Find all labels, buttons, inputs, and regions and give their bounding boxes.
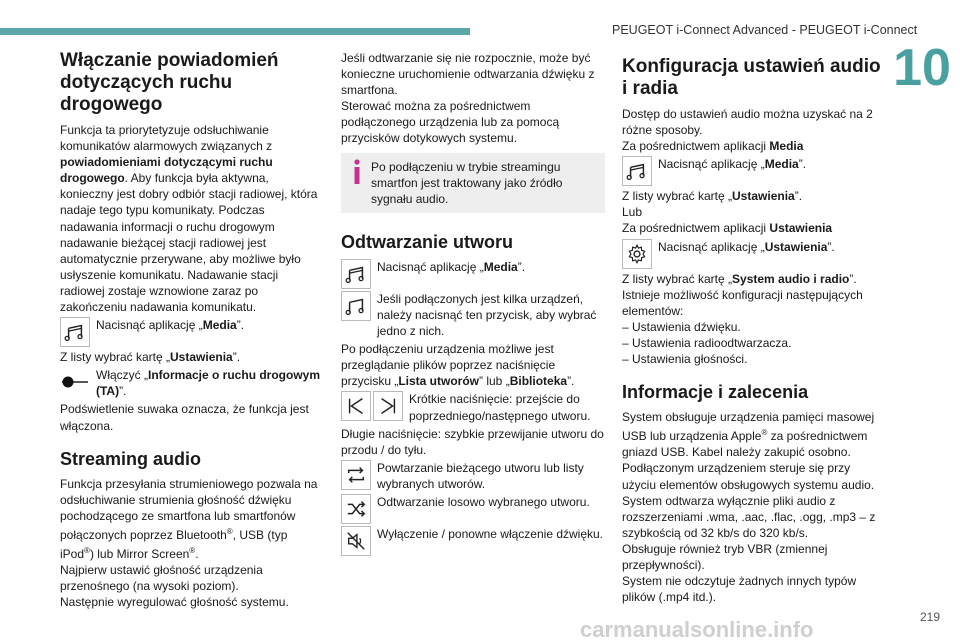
running-header: PEUGEOT i-Connect Advanced - PEUGEOT i-Connect xyxy=(612,23,918,37)
step-repeat: Powtarzanie bieżącego utworu lub listy wybranych utworów. xyxy=(341,460,605,492)
chapter-number: 10 xyxy=(893,39,951,97)
step-mute: Wyłączenie / ponowne włączenie dźwięku. xyxy=(341,526,605,556)
repeat-icon[interactable] xyxy=(341,460,371,490)
skip-next-icon[interactable] xyxy=(373,391,403,421)
paragraph-control: Sterować można za pośrednictwem podłączonego urządzenia lub za pomocą przycisków dotykowych systemu. xyxy=(341,99,560,146)
toggle-switch-icon[interactable] xyxy=(60,367,90,397)
heading-traffic-notifications: Włączanie powiadomień dotyczących ruchu drogowego xyxy=(60,50,279,115)
paragraph-backlight: Podświetlenie suwaka oznacza, że funkcja jest włączona. xyxy=(60,402,309,433)
info-note: Po podłączeniu w trybie streamingu smartfon jest traktowany jako źródło sygnału audio. xyxy=(341,153,605,213)
paragraph-streaming-3: Następnie wyregulować głośność systemu. xyxy=(60,595,289,610)
paragraph-long-press: Długie naciśnięcie: szybkie przewijanie utworu do przodu / do tyłu. xyxy=(341,426,604,457)
info-icon xyxy=(349,159,365,207)
paragraph-info-5: System nie odczytuje żadnych innych typów plików (.mp4 itd.). xyxy=(622,574,857,605)
shuffle-icon[interactable] xyxy=(341,494,371,524)
heading-info-recommendations: Informacje i zalecenia xyxy=(622,382,809,403)
mute-icon[interactable] xyxy=(341,526,371,556)
page-number: 219 xyxy=(919,610,940,624)
paragraph-streaming-2: Najpierw ustawić głośność urządzenia przenośnego (na wysoki poziom). xyxy=(60,563,263,594)
music-note-icon[interactable] xyxy=(622,156,652,186)
step-select-device: Jeśli podłączonych jest kilka urządzeń, należy nacisnąć ten przycisk, aby wybrać jedno z nich. xyxy=(341,291,605,339)
watermark: carmanualsonline.info xyxy=(580,617,814,642)
paragraph-start-playback: Jeśli odtwarzanie się nie rozpocznie, może być konieczne uruchomienie odtwarzania dźwięku z smartfona. xyxy=(341,51,595,98)
step-tab-settings: Z listy wybrać kartę „Ustawienia”. xyxy=(622,189,803,204)
via-media-label: Za pośrednictwem aplikacji Media xyxy=(622,139,804,154)
list-item: – Ustawienia dźwięku. xyxy=(622,319,741,334)
skip-previous-icon[interactable] xyxy=(341,391,371,421)
heading-playback: Odtwarzanie utworu xyxy=(341,231,514,252)
step-tab-audio: Z listy wybrać kartę „System audio i radio”. xyxy=(622,271,857,286)
step-media-app-3: Nacisnąć aplikację „Media”. xyxy=(622,156,884,186)
via-settings-label: Za pośrednictwem aplikacji Ustawienia xyxy=(622,221,833,236)
column-3 xyxy=(622,56,884,605)
paragraph-access: Dostęp do ustawień audio można uzyskać na 2 różne sposoby. xyxy=(622,107,873,138)
column-2 xyxy=(341,50,605,558)
music-note-icon[interactable] xyxy=(60,317,90,347)
paragraph-possible: Istnieje możliwość konfiguracji następujących elementów: xyxy=(622,287,863,318)
phone-device-icon[interactable] xyxy=(341,291,371,321)
paragraph-info-2: Podłączonym urządzeniem steruje się przy użyciu elementów obsługowych systemu audio. xyxy=(622,461,875,492)
gear-icon[interactable] xyxy=(622,239,652,269)
paragraph-traffic: Funkcja ta priorytetyzuje odsłuchiwanie komunikatów alarmowych związanych z powiadomieniami dotyczącymi ruchu drogowego. Aby funkcja była aktywna, konieczny jest dobry odbiór stacji radiowej, która nadaje tego typu komunikaty. Podczas nadawania informacji o ruchu drogowym nadawanie bieżącej stacji radiowej jest automatycznie przerywane, aby możliwe było usłyszenie komunikatu. Nadawanie stacji radiowej zostaje wznowione zaraz po zakończeniu nadawania komunikatu. xyxy=(60,123,318,315)
paragraph-info-4: Obsługuje również tryb VBR (zmiennej przepływności). xyxy=(622,541,828,572)
step-enable-ta: Włączyć „Informacje o ruchu drogowym (TA)”. xyxy=(60,367,322,399)
heading-audio-config: Konfiguracja ustawień audio i radia xyxy=(622,56,881,99)
paragraph-info-1: System obsługuje urządzenia pamięci masowej USB lub urządzenia Apple® za pośrednictwem gniazd USB. Kabel należy zakupić osobno. xyxy=(622,410,875,460)
step-media-app-2: Nacisnąć aplikację „Media”. xyxy=(341,259,605,289)
music-note-icon[interactable] xyxy=(341,259,371,289)
step-skip: Krótkie naciśnięcie: przejście do poprzedniego/następnego utworu. xyxy=(341,391,605,423)
step-settings-app: Nacisnąć aplikację „Ustawienia”. xyxy=(622,239,884,269)
header-accent-bar xyxy=(0,28,470,35)
list-item: – Ustawienia radioodtwarzacza. xyxy=(622,335,792,350)
step-shuffle: Odtwarzanie losowo wybranego utworu. xyxy=(341,494,605,524)
step-media-app: Nacisnąć aplikację „Media”. xyxy=(60,317,322,347)
or-label: Lub xyxy=(622,205,643,220)
paragraph-info-3: System odtwarza wyłącznie pliki audio z rozszerzeniami .wma, .aac, .flac, .ogg, .mp3 – z szybkością od 32 kb/s do 320 kb/s. xyxy=(622,493,876,540)
list-item: – Ustawienia głośności. xyxy=(622,352,748,367)
step-settings-tab: Z listy wybrać kartę „Ustawienia”. xyxy=(60,350,241,365)
column-1 xyxy=(60,50,322,610)
paragraph-streaming: Funkcja przesyłania strumieniowego pozwala na odsłuchiwanie strumienia głośność dźwięku pochodzącego ze smartfona lub smartfonów połączonych poprzez Bluetooth®, USB (typ iPod®) lub Mirror Screen®. xyxy=(60,476,318,561)
heading-streaming: Streaming audio xyxy=(60,448,202,469)
paragraph-browse: Po podłączeniu urządzenia możliwe jest przeglądanie plików poprzez naciśnięcie przycisku „Lista utworów” lub „Biblioteka”. xyxy=(341,342,575,389)
